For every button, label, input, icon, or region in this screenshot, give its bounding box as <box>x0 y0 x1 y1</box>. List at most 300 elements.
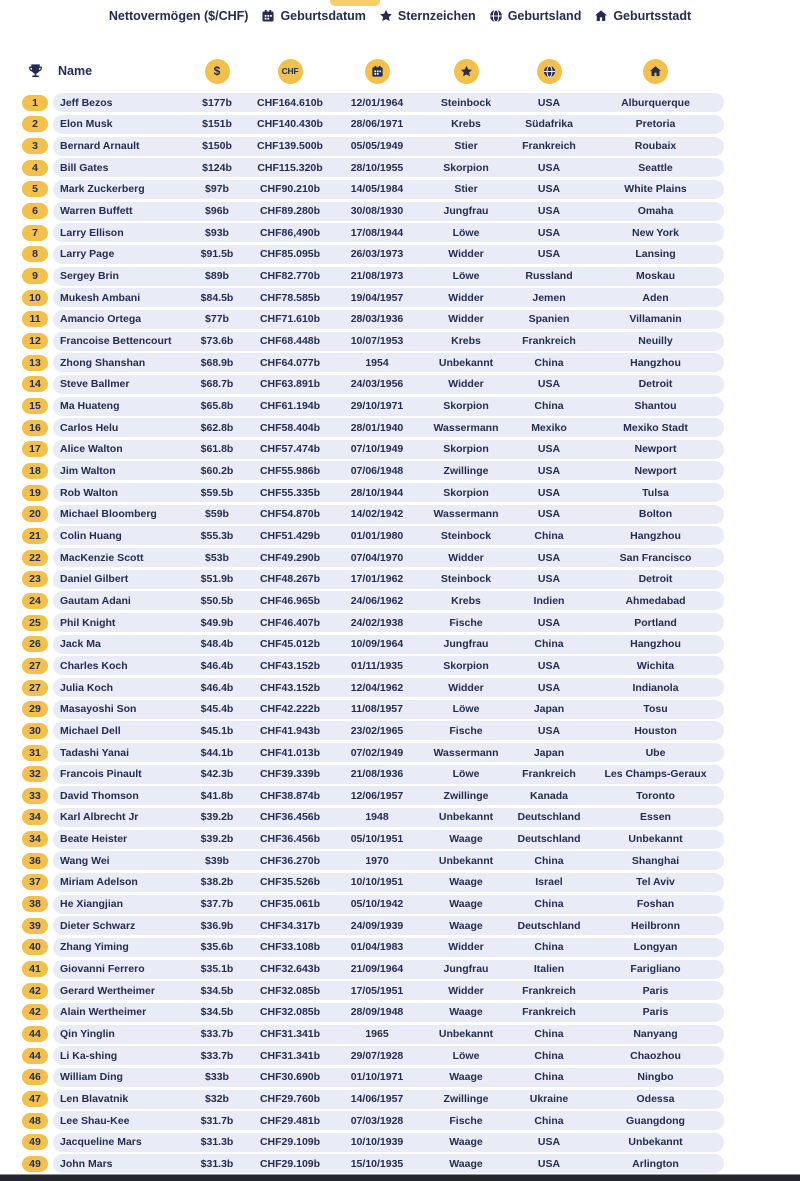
cell-country: USA <box>537 464 561 477</box>
rank-badge: 25 <box>22 615 48 631</box>
cell-name: Larry Ellison <box>60 226 124 239</box>
cell-networth-chf: CHF55.986b <box>259 464 321 477</box>
cell-city: Shanghai <box>631 854 680 867</box>
legend-birthdate <box>261 9 365 23</box>
cell-country: Deutschland <box>517 919 581 932</box>
table-body <box>22 92 724 1175</box>
cell-birthdate: 10/10/1951 <box>350 876 404 889</box>
cell-country: Frankreich <box>522 768 576 781</box>
table-row <box>22 374 724 396</box>
cell-country: USA <box>537 183 561 196</box>
table-row <box>22 200 724 222</box>
cell-networth-usd: $51.9b <box>200 573 234 586</box>
rank-badge: 11 <box>22 311 48 327</box>
cell-city: Unbekannt <box>628 1136 683 1149</box>
cell-country: Kanada <box>530 789 568 802</box>
rank-badge: 19 <box>22 485 48 501</box>
cell-networth-chf: CHF139.500b <box>257 140 323 153</box>
rank-badge: 17 <box>22 441 48 457</box>
cell-country: USA <box>537 659 561 672</box>
cell-birthdate: 30/08/1930 <box>350 205 404 218</box>
row-bar <box>53 310 724 329</box>
cell-networth-chf: CHF68.448b <box>259 335 321 348</box>
row-bar <box>53 1111 724 1130</box>
cell-name: Michael Bloomberg <box>60 508 157 521</box>
cell-networth-chf: CHF39.339b <box>259 768 321 781</box>
calendar-icon <box>261 9 275 23</box>
bottom-bar <box>0 1174 800 1181</box>
cell-networth-chf: CHF63.891b <box>259 378 321 391</box>
table-row <box>22 439 724 461</box>
cell-starsign: Steinbock <box>440 573 492 586</box>
cell-name: Li Ka-shing <box>60 1049 118 1062</box>
cell-city: Ningbo <box>637 1071 674 1084</box>
cell-country: USA <box>537 573 561 586</box>
cell-networth-usd: $34.5b <box>200 984 234 997</box>
cell-starsign: Fische <box>449 724 483 737</box>
cell-networth-usd: $31.3b <box>200 1136 234 1149</box>
table-row <box>22 179 724 201</box>
cell-name: Jeff Bezos <box>60 96 113 109</box>
cell-starsign: Waage <box>449 919 483 932</box>
cell-starsign: Unbekannt <box>438 356 494 369</box>
cell-networth-usd: $151b <box>202 118 232 131</box>
cell-birthdate: 07/10/1949 <box>350 443 404 456</box>
legend-starsign-label: Sternzeichen <box>397 9 476 23</box>
cell-birthdate: 10/10/1939 <box>350 1136 404 1149</box>
cell-country: China <box>534 529 564 542</box>
cell-birthdate: 10/07/1953 <box>350 335 404 348</box>
chf-icon: CHF <box>281 66 299 76</box>
cell-birthdate: 1965 <box>365 1028 389 1041</box>
cell-networth-chf: CHF64.077b <box>259 356 321 369</box>
cell-starsign: Jungfrau <box>443 963 489 976</box>
row-bar <box>53 700 724 719</box>
cell-networth-chf: CHF34.317b <box>259 919 321 932</box>
cell-networth-usd: $49.9b <box>200 616 234 629</box>
cell-city: San Francisco <box>619 551 692 564</box>
row-bar <box>53 1025 724 1044</box>
cell-country: Frankreich <box>522 984 576 997</box>
cell-networth-usd: $34.5b <box>200 1006 234 1019</box>
cell-city: White Plains <box>624 183 687 196</box>
cell-name: Qin Yinglin <box>60 1028 115 1041</box>
cell-city: Omaha <box>637 205 674 218</box>
cell-name: Giovanni Ferrero <box>60 963 145 976</box>
cell-country: USA <box>537 161 561 174</box>
cell-starsign: Widder <box>448 291 484 304</box>
partial-top-badge <box>330 0 380 6</box>
table-row <box>22 655 724 677</box>
cell-country: USA <box>537 1136 561 1149</box>
cell-networth-usd: $60.2b <box>200 464 234 477</box>
row-bar <box>53 981 724 1000</box>
cell-country: China <box>534 1049 564 1062</box>
rank-badge: 2 <box>22 116 48 132</box>
row-bar <box>53 1046 724 1065</box>
cell-city: Hangzhou <box>630 356 681 369</box>
cell-country: China <box>534 356 564 369</box>
cell-city: Moskau <box>635 270 676 283</box>
row-bar <box>53 570 724 589</box>
table-row <box>22 807 724 829</box>
cell-city: Tel Aviv <box>636 876 675 889</box>
house-icon <box>594 9 608 23</box>
cell-networth-chf: CHF30.690b <box>259 1071 321 1084</box>
cell-city: Les Champs-Geraux <box>604 768 707 781</box>
table-row <box>22 417 724 439</box>
cell-country: China <box>534 1028 564 1041</box>
cell-country: USA <box>537 96 561 109</box>
cell-networth-chf: CHF78.585b <box>259 291 321 304</box>
cell-birthdate: 01/11/1935 <box>351 659 403 672</box>
cell-city: Alburquerque <box>621 96 690 109</box>
cell-birthdate: 24/09/1939 <box>350 919 404 932</box>
cell-city: Guangdong <box>626 1114 685 1127</box>
cell-country: USA <box>537 378 561 391</box>
rank-badge: 5 <box>22 181 48 197</box>
cell-country: Italien <box>533 963 565 976</box>
cell-networth-usd: $59b <box>205 508 229 521</box>
cell-networth-chf: CHF46.407b <box>259 616 321 629</box>
cell-city: Villamanin <box>629 313 682 326</box>
cell-city: Pretoria <box>635 118 676 131</box>
cell-networth-chf: CHF58.404b <box>259 421 321 434</box>
cell-networth-usd: $38.2b <box>200 876 234 889</box>
cell-name: Masayoshi Son <box>60 703 137 716</box>
cell-birthdate: 1948 <box>365 811 389 824</box>
cell-name: Bill Gates <box>60 161 109 174</box>
cell-networth-usd: $45.1b <box>200 724 234 737</box>
cell-city: Paris <box>642 984 669 997</box>
table-row <box>22 937 724 959</box>
cell-name: Daniel Gilbert <box>60 573 129 586</box>
cell-networth-usd: $50.5b <box>200 594 234 607</box>
cell-networth-usd: $45.4b <box>200 703 234 716</box>
row-bar <box>53 873 724 892</box>
cell-birthdate: 01/01/1980 <box>350 529 404 542</box>
cell-country: USA <box>537 443 561 456</box>
cell-name: Karl Albrecht Jr <box>60 811 139 824</box>
cell-country: Mexiko <box>531 421 567 434</box>
cell-starsign: Löwe <box>452 703 480 716</box>
row-bar <box>53 635 724 654</box>
cell-city: Nanyang <box>633 1028 678 1041</box>
rank-badge: 47 <box>22 1091 48 1107</box>
cell-birthdate: 01/04/1983 <box>350 941 404 954</box>
legend-starsign <box>379 9 476 23</box>
city-column-header <box>643 59 668 84</box>
cell-name: Alice Walton <box>60 443 123 456</box>
cell-networth-usd: $41.8b <box>200 789 234 802</box>
cell-city: Ahmedabad <box>625 594 686 607</box>
row-bar <box>53 830 724 849</box>
rank-badge: 30 <box>22 723 48 739</box>
row-bar <box>53 418 724 437</box>
cell-birthdate: 17/08/1944 <box>350 226 404 239</box>
cell-networth-chf: CHF43.152b <box>259 681 321 694</box>
cell-networth-chf: CHF140.430b <box>257 118 323 131</box>
row-bar <box>53 656 724 675</box>
cell-name: Rob Walton <box>60 486 118 499</box>
cell-birthdate: 05/10/1951 <box>350 833 404 846</box>
legend-city-label: Geburtsstadt <box>613 9 692 23</box>
row-bar <box>53 267 724 286</box>
cell-birthdate: 1970 <box>365 854 389 867</box>
rank-badge: 23 <box>22 571 48 587</box>
cell-starsign: Wassermann <box>433 746 499 759</box>
cell-birthdate: 14/06/1957 <box>350 1093 404 1106</box>
row-bar <box>53 93 724 112</box>
cell-networth-usd: $35.1b <box>200 963 234 976</box>
starsign-column-header <box>454 59 479 84</box>
cell-starsign: Widder <box>448 248 484 261</box>
cell-country: Frankreich <box>522 335 576 348</box>
legend-country-label: Geburtsland <box>507 9 582 23</box>
cell-starsign: Waage <box>449 1071 483 1084</box>
rank-badge: 32 <box>22 766 48 782</box>
row-bar <box>53 440 724 459</box>
cell-country: Deutschland <box>517 811 581 824</box>
cell-birthdate: 07/03/1928 <box>350 1114 404 1127</box>
birthdate-column-header <box>365 59 390 84</box>
cell-networth-usd: $96b <box>205 205 229 218</box>
rank-badge: 29 <box>22 701 48 717</box>
cell-networth-usd: $46.4b <box>200 681 234 694</box>
house-icon <box>649 65 662 78</box>
cell-networth-chf: CHF82.770b <box>259 270 321 283</box>
table-row <box>22 828 724 850</box>
row-bar <box>53 765 724 784</box>
country-column-header <box>537 59 562 84</box>
cell-birthdate: 28/03/1936 <box>350 313 404 326</box>
table-row <box>22 460 724 482</box>
cell-networth-chf: CHF31.341b <box>259 1049 321 1062</box>
cell-country: China <box>534 1071 564 1084</box>
cell-city: Mexiko Stadt <box>623 421 688 434</box>
cell-networth-chf: CHF49.290b <box>259 551 321 564</box>
rank-badge: 33 <box>22 788 48 804</box>
cell-country: USA <box>537 551 561 564</box>
cell-name: Lee Shau-Kee <box>60 1114 130 1127</box>
row-bar <box>53 180 724 199</box>
cell-starsign: Fische <box>449 616 483 629</box>
cell-name: Elon Musk <box>60 118 113 131</box>
cell-networth-chf: CHF71.610b <box>259 313 321 326</box>
table-row <box>22 677 724 699</box>
cell-city: Indianola <box>632 681 679 694</box>
cell-birthdate: 05/10/1942 <box>350 898 404 911</box>
cell-birthdate: 12/01/1964 <box>350 96 404 109</box>
cell-birthdate: 28/09/1948 <box>350 1006 404 1019</box>
cell-birthdate: 28/01/1940 <box>350 421 404 434</box>
cell-name: Francoise Bettencourt <box>60 335 172 348</box>
cell-birthdate: 1954 <box>365 356 389 369</box>
cell-networth-usd: $33b <box>205 1071 229 1084</box>
cell-networth-chf: CHF54.870b <box>259 508 321 521</box>
star-icon <box>379 9 393 23</box>
cell-networth-usd: $37.7b <box>200 898 234 911</box>
cell-starsign: Jungfrau <box>443 205 489 218</box>
rank-badge: 44 <box>22 1026 48 1042</box>
cell-birthdate: 14/02/1942 <box>350 508 404 521</box>
cell-starsign: Löwe <box>452 226 480 239</box>
cell-networth-chf: CHF61.194b <box>259 400 321 413</box>
cell-birthdate: 07/04/1970 <box>350 551 404 564</box>
cell-name: Wang Wei <box>60 854 110 867</box>
cell-starsign: Skorpion <box>443 486 489 499</box>
cell-networth-usd: $35.6b <box>200 941 234 954</box>
table-row <box>22 980 724 1002</box>
cell-starsign: Steinbock <box>440 96 492 109</box>
rank-badge: 40 <box>22 939 48 955</box>
cell-starsign: Unbekannt <box>438 1028 494 1041</box>
rank-badge: 42 <box>22 1004 48 1020</box>
table-row <box>22 309 724 331</box>
cell-country: China <box>534 1114 564 1127</box>
table-row <box>22 244 724 266</box>
cell-city: Farigliano <box>630 963 681 976</box>
cell-starsign: Waage <box>449 876 483 889</box>
star-icon <box>460 65 473 78</box>
cell-city: Roubaix <box>634 140 677 153</box>
row-bar <box>53 1090 724 1109</box>
row-bar <box>53 1154 724 1173</box>
row-bar <box>53 375 724 394</box>
cell-city: Arlington <box>632 1157 679 1170</box>
table-row <box>22 92 724 114</box>
cell-starsign: Widder <box>448 378 484 391</box>
rank-badge: 49 <box>22 1156 48 1172</box>
row-bar <box>53 613 724 632</box>
rank-badge: 8 <box>22 246 48 262</box>
rank-badge: 7 <box>22 225 48 241</box>
row-bar <box>53 895 724 914</box>
cell-starsign: Löwe <box>452 1049 480 1062</box>
cell-country: Israel <box>535 876 563 889</box>
cell-name: John Mars <box>60 1157 113 1170</box>
cell-networth-chf: CHF51.429b <box>259 529 321 542</box>
cell-city: Portland <box>634 616 677 629</box>
cell-country: USA <box>537 681 561 694</box>
cell-starsign: Jungfrau <box>443 638 489 651</box>
cell-city: Neuilly <box>638 335 673 348</box>
row-bar <box>53 851 724 870</box>
cell-networth-usd: $89b <box>205 270 229 283</box>
cell-country: China <box>534 898 564 911</box>
table-row <box>22 547 724 569</box>
table-row <box>22 633 724 655</box>
table-row <box>22 157 724 179</box>
cell-networth-chf: CHF45.012b <box>259 638 321 651</box>
cell-networth-chf: CHF33.108b <box>259 941 321 954</box>
rank-badge: 18 <box>22 463 48 479</box>
cell-birthdate: 24/06/1962 <box>350 594 404 607</box>
cell-city: Tosu <box>643 703 668 716</box>
cell-birthdate: 05/05/1949 <box>350 140 404 153</box>
cell-name: Michael Dell <box>60 724 121 737</box>
cell-name: Tadashi Yanai <box>60 746 130 759</box>
cell-networth-chf: CHF89.280b <box>259 205 321 218</box>
cell-name: Bernard Arnault <box>60 140 140 153</box>
cell-country: USA <box>537 205 561 218</box>
table-row <box>22 503 724 525</box>
cell-networth-chf: CHF29.760b <box>259 1093 321 1106</box>
cell-name: Gerard Wertheimer <box>60 984 155 997</box>
rank-badge: 27 <box>22 658 48 674</box>
cell-starsign: Zwillinge <box>443 464 489 477</box>
cell-city: Hangzhou <box>630 638 681 651</box>
cell-starsign: Waage <box>449 1157 483 1170</box>
legend-city <box>594 9 691 23</box>
cell-birthdate: 24/02/1938 <box>350 616 404 629</box>
cell-networth-usd: $62.8b <box>200 421 234 434</box>
cell-name: Mukesh Ambani <box>60 291 141 304</box>
legend-country <box>489 9 582 23</box>
rank-badge: 42 <box>22 983 48 999</box>
cell-networth-chf: CHF32.085b <box>259 984 321 997</box>
cell-birthdate: 29/10/1971 <box>350 400 404 413</box>
cell-birthdate: 12/06/1957 <box>350 789 404 802</box>
table-row <box>22 1153 724 1175</box>
legend-birthdate-label: Geburtsdatum <box>280 9 366 23</box>
cell-networth-chf: CHF36.456b <box>259 833 321 846</box>
cell-name: David Thomson <box>60 789 139 802</box>
cell-country: China <box>534 854 564 867</box>
rank-badge: 44 <box>22 1048 48 1064</box>
cell-city: Ube <box>645 746 666 759</box>
cell-city: Longyan <box>633 941 678 954</box>
rank-badge: 39 <box>22 918 48 934</box>
cell-networth-usd: $61.8b <box>200 443 234 456</box>
cell-name: Julia Koch <box>60 681 114 694</box>
cell-city: New York <box>632 226 679 239</box>
cell-birthdate: 23/02/1965 <box>350 724 404 737</box>
cell-birthdate: 11/08/1957 <box>351 703 403 716</box>
row-bar <box>53 397 724 416</box>
cell-name: Carlos Helu <box>60 421 119 434</box>
cell-name: Steve Ballmer <box>60 378 130 391</box>
row-bar <box>53 678 724 697</box>
row-bar <box>53 115 724 134</box>
table-row <box>22 1002 724 1024</box>
row-bar <box>53 332 724 351</box>
table-row <box>22 590 724 612</box>
table-row <box>22 698 724 720</box>
cell-starsign: Krebs <box>451 594 481 607</box>
cell-networth-usd: $31.3b <box>200 1157 234 1170</box>
table-row <box>22 525 724 547</box>
cell-city: Odessa <box>636 1093 675 1106</box>
row-bar <box>53 223 724 242</box>
cell-networth-usd: $46.4b <box>200 659 234 672</box>
row-bar <box>53 461 724 480</box>
cell-networth-usd: $42.3b <box>200 768 234 781</box>
cell-city: Seattle <box>638 161 673 174</box>
cell-birthdate: 10/09/1964 <box>350 638 404 651</box>
rank-badge: 48 <box>22 1113 48 1129</box>
cell-name: Phil Knight <box>60 616 116 629</box>
cell-country: China <box>534 400 564 413</box>
rank-badge: 24 <box>22 593 48 609</box>
cell-name: Mark Zuckerberg <box>60 183 145 196</box>
cell-networth-chf: CHF31.341b <box>259 1028 321 1041</box>
cell-starsign: Stier <box>454 183 478 196</box>
cell-city: Wichita <box>636 659 675 672</box>
cell-starsign: Waage <box>449 833 483 846</box>
cell-starsign: Unbekannt <box>438 811 494 824</box>
table-row <box>22 135 724 157</box>
